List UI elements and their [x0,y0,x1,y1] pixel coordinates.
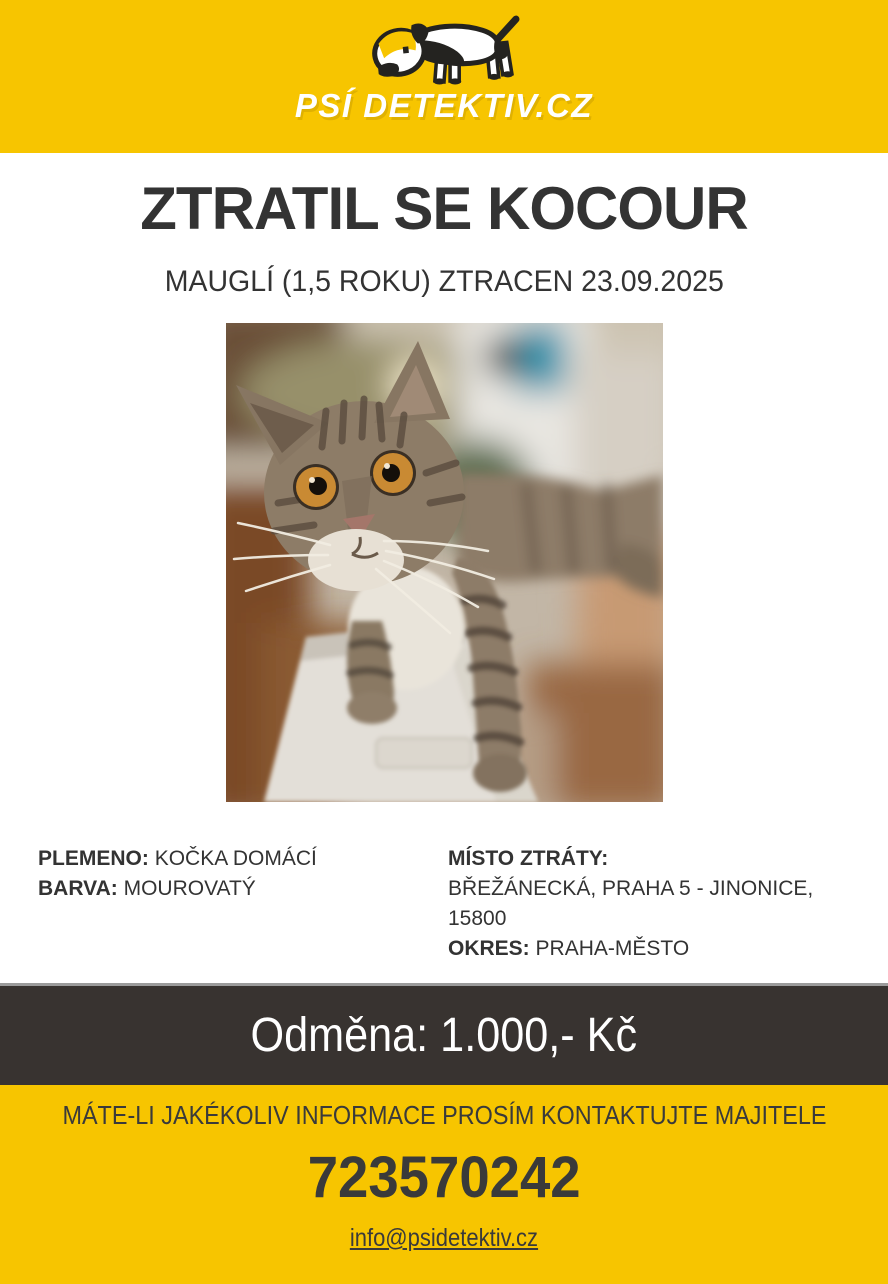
location-label: MÍSTO ZTRÁTY: [448,847,609,870]
details-left [38,844,448,964]
district-value: PRAHA-MĚSTO [535,937,690,960]
detective-dog-icon [368,11,520,87]
poster-body [0,153,888,983]
tabby-cat-photo [226,323,663,802]
poster-title: ZTRATIL SE KOCOUR [140,175,748,242]
email-row [0,1223,888,1257]
breed-value: KOČKA DOMÁCÍ [154,847,317,870]
details-right [448,844,850,964]
logo-wordmark: PSÍ DETEKTIV.CZ [294,87,594,124]
reward-text: Odměna: 1.000,- Kč [250,1009,638,1062]
cat-photo [226,323,663,802]
color-label: BARVA: [38,877,118,900]
breed-label: PLEMENO: [38,847,149,870]
footer-band [0,1085,888,1284]
detail-breed [38,844,448,874]
detail-district [448,934,850,964]
phone-number: 723570242 [307,1145,581,1210]
detail-color [38,874,448,904]
color-value: MOUROVATÝ [123,877,256,900]
location-value: BŘEŽÁNECKÁ, PRAHA 5 - JINONICE, 15800 [448,877,814,930]
poster-subtitle: MAUGLÍ (1,5 ROKU) ZTRACEN 23.09.2025 [164,265,724,298]
district-label: OKRES: [448,937,530,960]
details-section [0,844,888,964]
email-link[interactable]: info@psidetektiv.cz [349,1224,539,1252]
contact-instruction: MÁTE-LI JAKÉKOLIV INFORMACE PROSÍM KONTAKTUJTE MAJITELE [61,1100,827,1130]
reward-band [0,983,888,1085]
header-band [0,0,888,153]
